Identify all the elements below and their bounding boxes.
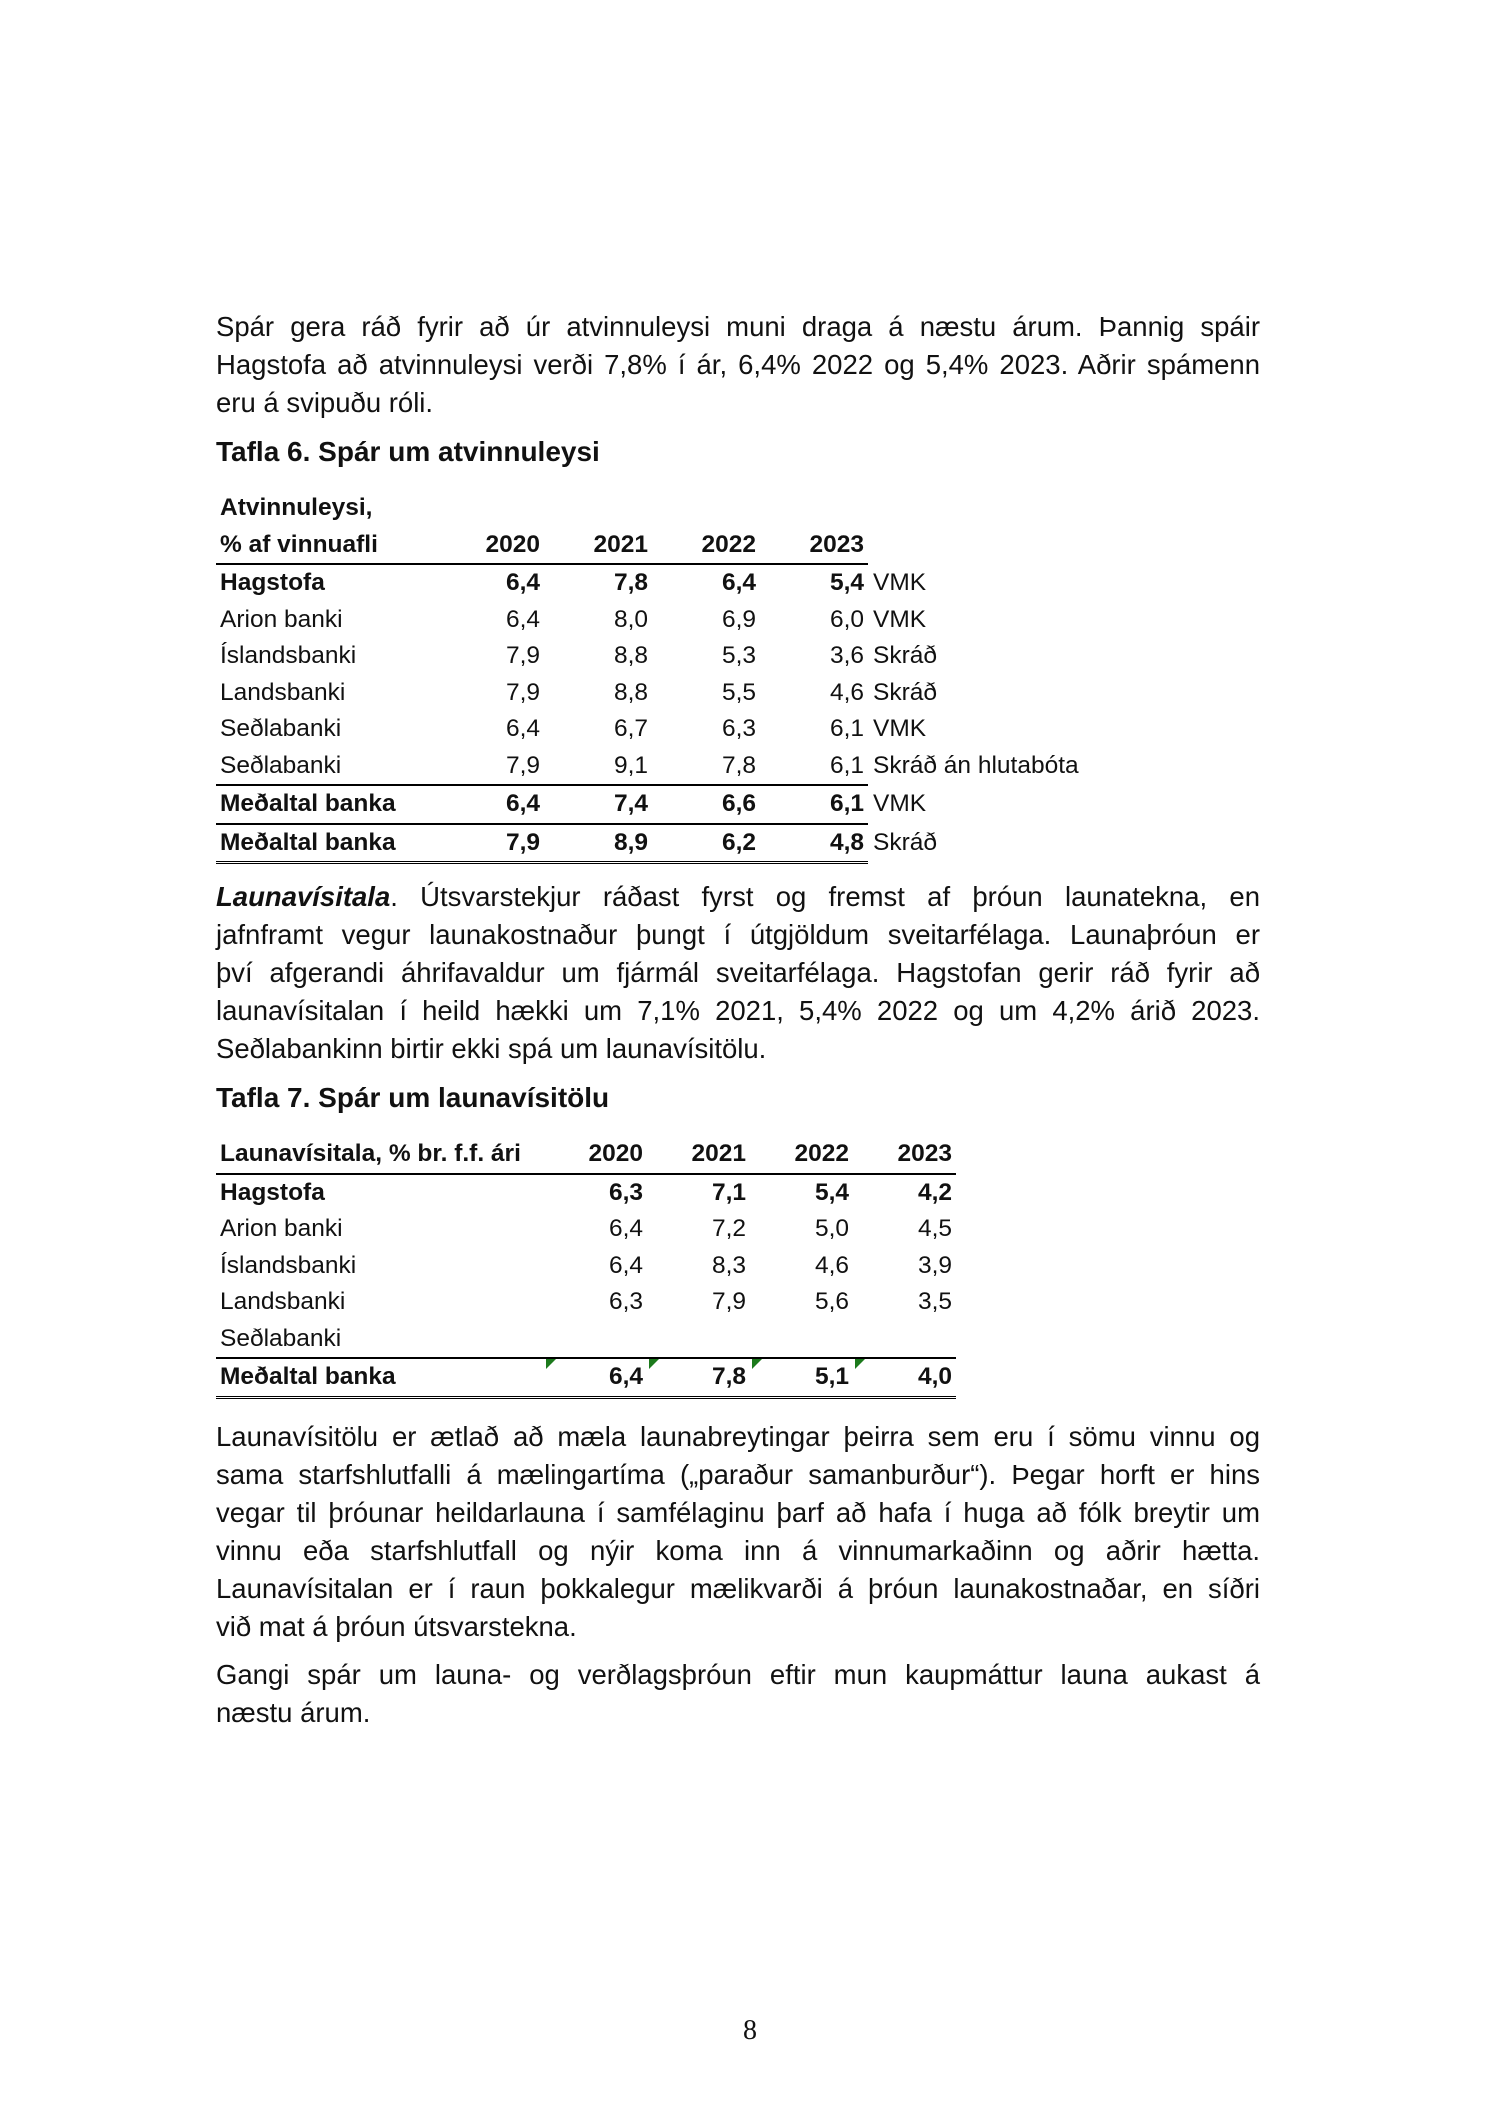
cell: 6,1 xyxy=(829,715,864,742)
text-line: sama starfshlutfalli á mælingartíma („paraður samanburður“). Þegar horft er hins xyxy=(216,1459,1260,1490)
comment-flag-icon xyxy=(649,1359,659,1369)
table-row xyxy=(216,638,1083,675)
table-row xyxy=(216,675,1083,712)
row-label: Seðlabanki xyxy=(220,751,342,779)
cell: 6,4 xyxy=(505,605,540,633)
cell: 6,4 xyxy=(505,715,540,742)
table-row xyxy=(216,711,1083,748)
text-line: launavísitalan í heild hækki um 7,1% 2021, 5,4% 2022 og um 4,2% árið 2023. xyxy=(216,995,1260,1026)
text-line: Hagstofa að atvinnuleysi verði 7,8% í ár, 6,4% 2022 og 5,4% 2023. Aðrir spámenn xyxy=(216,349,1260,380)
cell: 6,6 xyxy=(652,785,760,824)
table-row xyxy=(216,748,1083,786)
text-line: næstu árum. xyxy=(216,1697,371,1728)
source-note: VMK xyxy=(873,605,927,633)
cell: 6,4 xyxy=(436,785,544,824)
year-header: 2020 xyxy=(436,527,544,565)
cell xyxy=(544,1321,647,1359)
cell: 5,4 xyxy=(814,1178,849,1206)
year-header: 2023 xyxy=(760,527,868,565)
cell: 7,9 xyxy=(505,642,540,669)
source-note: VMK xyxy=(873,568,927,596)
row-label: Hagstofa xyxy=(220,1178,325,1206)
cell: 4,0 xyxy=(917,1363,952,1390)
cell: 5,5 xyxy=(721,678,756,706)
cell: 8,8 xyxy=(613,642,648,669)
cell: 6,1 xyxy=(760,785,868,824)
row-label: Arion banki xyxy=(220,605,343,633)
cell: 8,9 xyxy=(544,824,652,863)
term-label: Launavísitala xyxy=(216,881,391,912)
cell: 4,2 xyxy=(917,1178,952,1206)
cell: 9,1 xyxy=(613,751,648,779)
cell: 5,4 xyxy=(829,569,864,596)
row-label: Landsbanki xyxy=(220,1288,346,1315)
text-line: við mat á þróun útsvarstekna. xyxy=(216,1611,577,1642)
row-label: Seðlabanki xyxy=(220,1324,342,1352)
cell: 5,3 xyxy=(721,642,756,669)
source-note: VMK xyxy=(873,715,927,742)
text-line: Gangi spár um launa- og verðlagsþróun eftir mun kaupmáttur launa aukast á xyxy=(216,1659,1260,1690)
cell: 6,4 xyxy=(608,1215,643,1242)
cell: 4,6 xyxy=(829,678,864,706)
cell xyxy=(853,1321,956,1359)
text-line: því afgerandi áhrifavaldur um fjármál sveitarfélaga. Hagstofan gerir ráð fyrir að xyxy=(216,957,1260,988)
comment-flag-icon xyxy=(855,1359,865,1369)
wage-index-paragraph xyxy=(216,878,1260,1068)
cell: 7,4 xyxy=(544,785,652,824)
cell: 7,2 xyxy=(711,1215,746,1242)
cell: 5,0 xyxy=(814,1215,849,1242)
cell-with-flag xyxy=(544,1358,647,1397)
comment-flag-icon xyxy=(546,1359,556,1369)
table-header-row xyxy=(216,490,1083,527)
table-row xyxy=(216,1358,956,1397)
table-row xyxy=(216,1211,956,1248)
table-header-row xyxy=(216,527,1083,565)
table-row xyxy=(216,1321,956,1359)
cell: 8,0 xyxy=(613,605,648,633)
cell: 7,8 xyxy=(613,569,648,596)
cell-with-flag xyxy=(647,1358,750,1397)
text-line xyxy=(216,878,1260,916)
cell: 6,4 xyxy=(505,569,540,596)
year-header: 2022 xyxy=(652,527,760,565)
row-label: Landsbanki xyxy=(220,678,346,706)
cell: 3,6 xyxy=(829,642,864,669)
row-label: Íslandsbanki xyxy=(220,642,357,669)
unemployment-forecast-table xyxy=(216,490,1083,864)
cell xyxy=(750,1321,853,1359)
cell: 7,9 xyxy=(505,678,540,706)
row-label: Meðaltal banka xyxy=(216,785,436,824)
cell: 5,6 xyxy=(814,1288,849,1315)
year-header: 2021 xyxy=(647,1136,750,1174)
cell: 8,3 xyxy=(711,1251,746,1279)
text-line: eru á svipuðu róli. xyxy=(216,387,434,418)
text-line: Seðlabankinn birtir ekki spá um launavísitölu. xyxy=(216,1033,767,1064)
cell: 3,9 xyxy=(917,1251,952,1279)
row-label: Meðaltal banka xyxy=(216,1358,544,1397)
table7-title: Tafla 7. Spár um launavísitölu xyxy=(216,1082,610,1113)
year-header: 2022 xyxy=(750,1136,853,1174)
source-note: Skráð xyxy=(873,678,938,706)
text-segment: . Útsvarstekjur ráðast fyrst og fremst af þróun launatekna, en xyxy=(390,881,1260,912)
cell: 7,8 xyxy=(721,751,756,779)
table-row xyxy=(216,824,1083,863)
cell: 3,5 xyxy=(917,1288,952,1315)
cell: 7,1 xyxy=(711,1178,746,1206)
cell-with-flag xyxy=(853,1358,956,1397)
cell: 6,2 xyxy=(652,824,760,863)
header-label-line1: Atvinnuleysi, xyxy=(220,494,373,521)
cell xyxy=(647,1321,750,1359)
year-header: 2021 xyxy=(544,527,652,565)
cell: 6,3 xyxy=(608,1178,643,1206)
cell: 6,9 xyxy=(721,605,756,633)
cell: 6,3 xyxy=(721,715,756,742)
table-row xyxy=(216,602,1083,639)
text-line: vinnu eða starfshlutfall og nýir koma inn á vinnumarkaðinn og aðrir hætta. xyxy=(216,1535,1260,1566)
row-label: Meðaltal banka xyxy=(216,824,436,863)
cell: 4,5 xyxy=(917,1215,952,1242)
cell: 6,7 xyxy=(613,715,648,742)
page-number: 8 xyxy=(743,2015,757,2046)
table-row xyxy=(216,1284,956,1321)
cell: 4,6 xyxy=(814,1251,849,1279)
purchasing-power-paragraph xyxy=(216,1656,1260,1732)
row-label: Arion banki xyxy=(220,1215,343,1242)
header-label-line2: % af vinnuafli xyxy=(216,527,436,565)
cell: 4,8 xyxy=(760,824,868,863)
intro-paragraph xyxy=(216,308,1260,422)
table-row xyxy=(216,1248,956,1285)
table-row xyxy=(216,785,1083,824)
year-header: 2023 xyxy=(853,1136,956,1174)
cell-with-flag xyxy=(750,1358,853,1397)
cell: 6,4 xyxy=(608,1251,643,1279)
source-note: VMK xyxy=(873,790,927,817)
cell: 7,9 xyxy=(505,751,540,779)
row-label: Seðlabanki xyxy=(220,715,342,742)
source-note: Skráð xyxy=(873,642,938,669)
text-line: Launavísitölu er ætlað að mæla launabreytingar þeirra sem eru í sömu vinnu og xyxy=(216,1421,1260,1452)
text-line: Launavísitalan er í raun þokkalegur mælikvarði á þróun launakostnaðar, en síðri xyxy=(216,1573,1260,1604)
table-row xyxy=(216,564,1083,602)
text-line: vegar til þróunar heildarlauna í samfélaginu þarf að hafa í huga að fólk breytir um xyxy=(216,1497,1260,1528)
cell: 8,8 xyxy=(613,678,648,706)
table6-title: Tafla 6. Spár um atvinnuleysi xyxy=(216,436,600,467)
table-header-row xyxy=(216,1136,956,1174)
cell: 7,9 xyxy=(711,1288,746,1315)
row-label: Íslandsbanki xyxy=(220,1251,357,1279)
cell: 6,0 xyxy=(829,605,864,633)
wage-index-forecast-table xyxy=(216,1136,956,1399)
cell: 6,1 xyxy=(829,751,864,779)
cell: 7,9 xyxy=(436,824,544,863)
cell: 6,4 xyxy=(608,1363,643,1390)
row-label: Hagstofa xyxy=(220,569,325,596)
table-row xyxy=(216,1174,956,1212)
comment-flag-icon xyxy=(752,1359,762,1369)
cell: 7,8 xyxy=(711,1363,746,1390)
wage-index-explanation-paragraph xyxy=(216,1418,1260,1646)
source-note: Skráð án hlutabóta xyxy=(873,752,1079,779)
year-header: 2020 xyxy=(544,1136,647,1174)
cell: 6,4 xyxy=(721,569,756,596)
header-label: Launavísitala, % br. f.f. ári xyxy=(216,1136,544,1174)
cell: 6,3 xyxy=(608,1288,643,1315)
cell: 5,1 xyxy=(814,1363,849,1390)
source-note: Skráð xyxy=(873,828,938,856)
text-line: jafnframt vegur launakostnaður þungt í útgjöldum sveitarfélaga. Launaþróun er xyxy=(216,919,1260,950)
text-line: Spár gera ráð fyrir að úr atvinnuleysi muni draga á næstu árum. Þannig spáir xyxy=(216,311,1260,342)
